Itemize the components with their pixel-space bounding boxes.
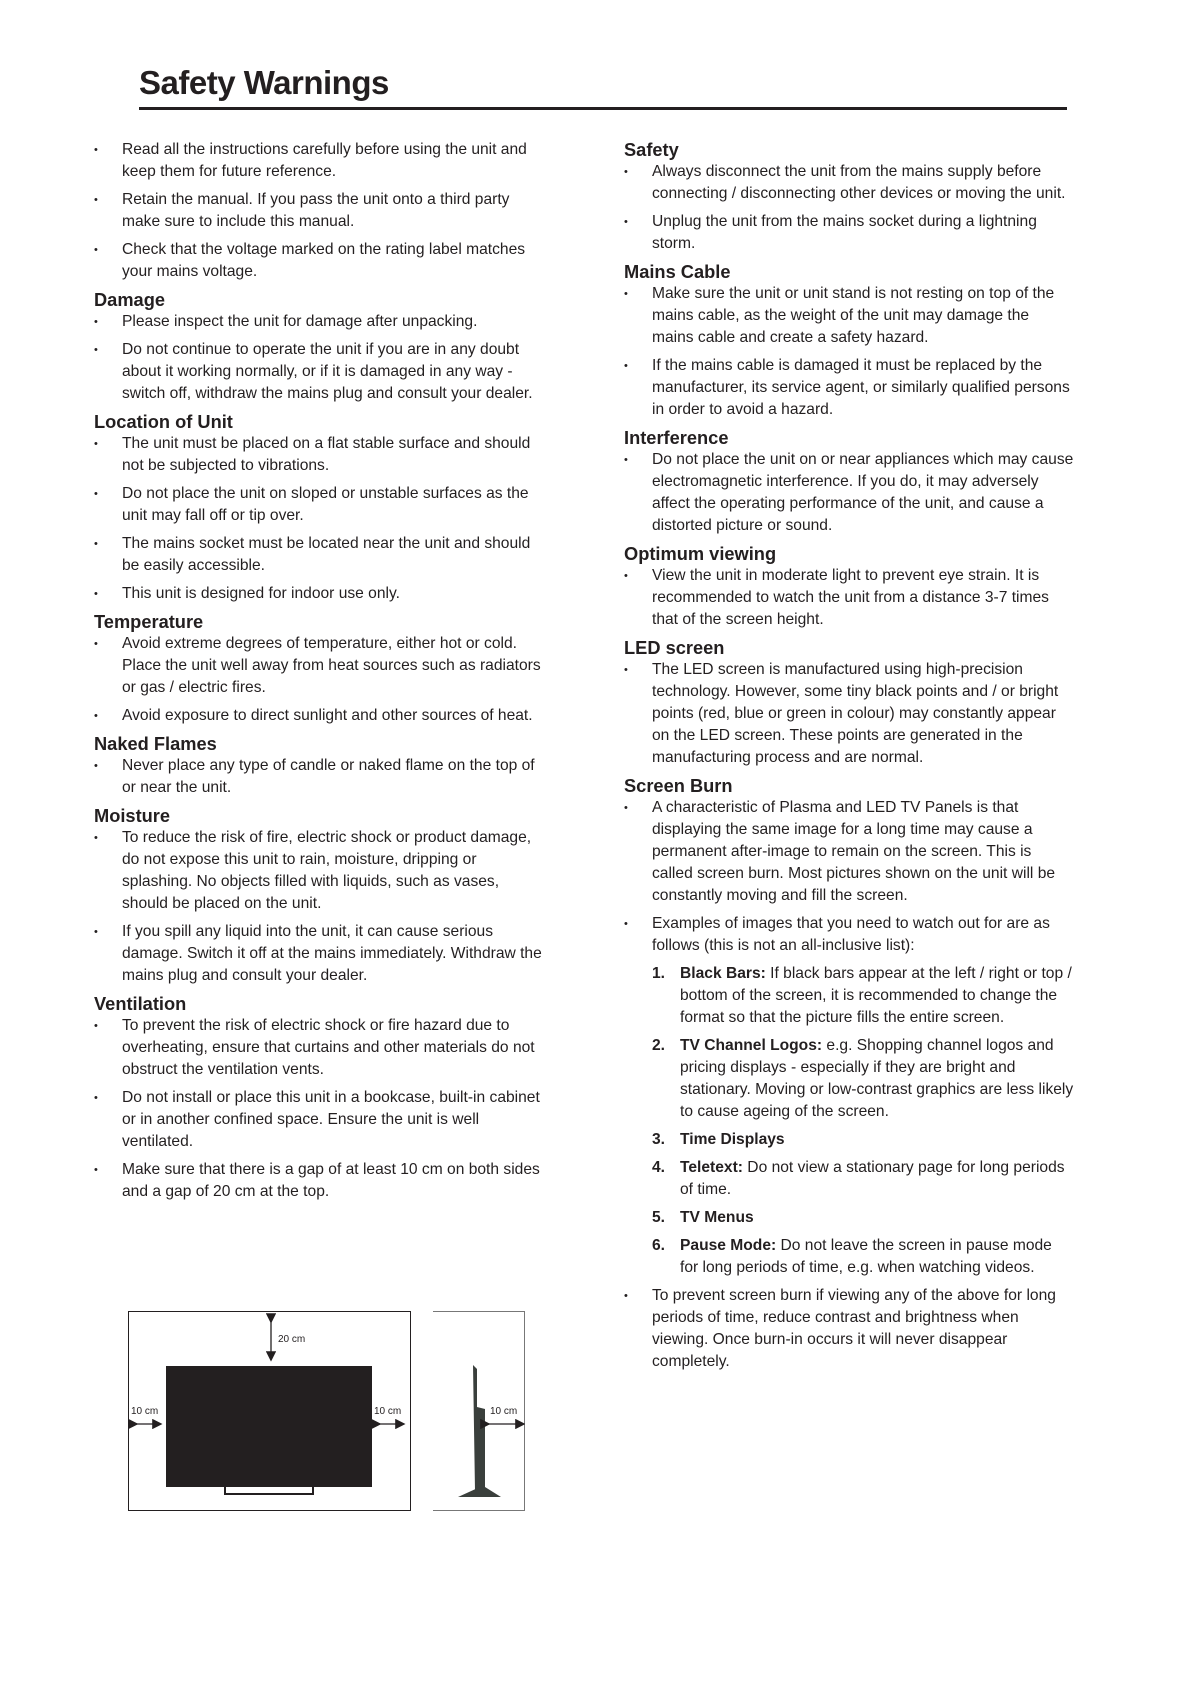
list-item: • To prevent the risk of electric shock or fire hazard due to overheating, ensure that curtains and other materials do not obstruct the ventilation vents. — [94, 1015, 544, 1081]
section-mains-cable — [624, 261, 1074, 421]
example-label: TV Menus — [680, 1209, 754, 1226]
list-item: • Make sure that there is a gap of at least 10 cm on both sides and a gap of 20 cm at the top. — [94, 1159, 544, 1203]
list-item: • The unit must be placed on a flat stable surface and should not be subjected to vibrations. — [94, 433, 544, 477]
example-text: If black bars appear at the left / right or top / bottom of the screen, it is recommended to change the format so that the picture fills the entire screen. — [680, 965, 1072, 1026]
right-gap-label: 10 cm — [374, 1406, 402, 1417]
section-heading: Ventilation — [94, 993, 187, 1014]
list-item-text: Examples of images that you need to watch out for are as follows (this is not an all-inclusive list): — [652, 915, 1050, 954]
example-number: 5. — [652, 1209, 666, 1226]
list-item: • Always disconnect the unit from the mains supply before connecting / disconnecting other devices or moving the unit. — [624, 161, 1074, 205]
left-gap-label: 10 cm — [131, 1406, 159, 1417]
example-label: TV Channel Logos: — [680, 1037, 823, 1054]
page-title: Safety Warnings — [139, 64, 389, 101]
section-ventilation — [94, 993, 544, 1203]
section-naked-flames — [94, 733, 544, 799]
section-heading: Interference — [624, 427, 729, 448]
top-gap-label: 20 cm — [278, 1334, 306, 1345]
section-heading: Screen Burn — [624, 775, 733, 796]
list-item: • To prevent screen burn if viewing any of the above for long periods of time, reduce contrast and brightness when viewing. Once burn-in occurs it will never disappear completely. — [624, 1285, 1074, 1373]
list-item: • Do not continue to operate the unit if you are in any doubt about it working normally, or if it is damaged in any way - switch off, withdraw the mains plug and consult your dealer. — [94, 339, 544, 405]
list-item: • This unit is designed for indoor use only. — [94, 583, 544, 605]
list-item: • Do not place the unit on sloped or unstable surfaces as the unit may fall off or tip over. — [94, 483, 544, 527]
example-number: 2. — [652, 1037, 666, 1054]
list-item: • Retain the manual. If you pass the unit onto a third party make sure to include this manual. — [94, 189, 544, 233]
list-item: • Avoid extreme degrees of temperature, either hot or cold. Place the unit well away from heat sources such as radiators or gas / electric fires. — [94, 633, 544, 699]
section-location-of-unit — [94, 411, 544, 605]
list-item: • Unplug the unit from the mains socket during a lightning storm. — [624, 211, 1074, 255]
list-item: • Never place any type of candle or naked flame on the top of or near the unit. — [94, 755, 544, 799]
list-item: • Do not place the unit on or near appliances which may cause electromagnetic interference. If you do, it may adversely affect the operating performance of the unit, and cause a distorted picture or sound. — [624, 449, 1074, 537]
example-label: Teletext: — [680, 1159, 743, 1176]
example-item — [652, 1157, 1074, 1201]
list-item: • To reduce the risk of fire, electric shock or product damage, do not expose this unit to rain, moisture, dripping or splashing. No objects filled with liquids, such as vases, should be placed on the unit. — [94, 827, 544, 915]
list-item: • The LED screen is manufactured using high-precision technology. However, some tiny black points and / or bright points (red, blue or green in colour) may constantly appear on the LED screen. These points are generated in the manufacturing process and are normal. — [624, 659, 1074, 769]
section-optimum-viewing — [624, 543, 1074, 631]
tv-stand-illustration — [224, 1487, 314, 1495]
section-heading: Optimum viewing — [624, 543, 777, 564]
list-item: • Read all the instructions carefully before using the unit and keep them for future reference. — [94, 139, 544, 183]
example-item — [652, 1035, 1074, 1123]
example-label: Pause Mode: — [680, 1237, 777, 1254]
left-column — [94, 139, 544, 1209]
title-underline — [139, 107, 1067, 110]
section-led-screen — [624, 637, 1074, 769]
section-screen-burn — [624, 775, 1074, 1373]
list-item: • If you spill any liquid into the unit, it can cause serious damage. Switch it off at the mains immediately. Withdraw the mains plug and consult your dealer. — [94, 921, 544, 987]
section-heading: Safety — [624, 139, 679, 160]
list-item: • View the unit in moderate light to prevent eye strain. It is recommended to watch the unit from a distance 3-7 times that of the screen height. — [624, 565, 1074, 631]
section-temperature — [94, 611, 544, 727]
intro-list — [94, 139, 544, 283]
list-item: • Check that the voltage marked on the rating label matches your mains voltage. — [94, 239, 544, 283]
example-label: Time Displays — [680, 1131, 785, 1148]
right-column — [624, 139, 1074, 1379]
list-item: • Make sure the unit or unit stand is not resting on top of the mains cable, as the weight of the unit may damage the mains cable and create a safety hazard. — [624, 283, 1074, 349]
list-item: • Please inspect the unit for damage after unpacking. — [94, 311, 544, 333]
section-heading: Location of Unit — [94, 411, 233, 432]
list-item: • Do not install or place this unit in a bookcase, built-in cabinet or in another confined space. Ensure the unit is well ventilated. — [94, 1087, 544, 1153]
example-number: 6. — [652, 1237, 666, 1254]
clearance-diagram-front — [128, 1311, 411, 1511]
section-damage — [94, 289, 544, 405]
section-heading: Damage — [94, 289, 166, 310]
example-item — [652, 1129, 1074, 1151]
clearance-diagram-side — [433, 1311, 525, 1511]
list-item: • If the mains cable is damaged it must be replaced by the manufacturer, its service agent, or similarly qualified persons in order to avoid a hazard. — [624, 355, 1074, 421]
tv-front-illustration — [166, 1366, 372, 1487]
example-item — [652, 1207, 1074, 1229]
list-item: • The mains socket must be located near the unit and should be easily accessible. — [94, 533, 544, 577]
example-text: Do not leave the screen in pause mode for long periods of time, e.g. when watching videos. — [680, 1237, 1052, 1276]
section-heading: Temperature — [94, 611, 204, 632]
section-heading: Mains Cable — [624, 261, 731, 282]
example-label: Black Bars: — [680, 965, 766, 982]
example-item — [652, 1235, 1074, 1279]
section-interference — [624, 427, 1074, 537]
example-item — [652, 963, 1074, 1029]
rear-gap-label: 10 cm — [490, 1406, 518, 1417]
section-moisture — [94, 805, 544, 987]
example-number: 1. — [652, 965, 666, 982]
list-item: • A characteristic of Plasma and LED TV Panels is that displaying the same image for a long time may cause a permanent after-image to remain on the screen. This is called screen burn. Most pictures shown on the unit will be constantly moving and fill the screen. — [624, 797, 1074, 907]
screen-burn-examples — [652, 963, 1074, 1279]
example-text: Do not view a stationary page for long periods of time. — [680, 1159, 1065, 1198]
section-heading: Naked Flames — [94, 733, 217, 754]
section-heading: LED screen — [624, 637, 725, 658]
list-item — [624, 913, 1074, 1279]
example-text: e.g. Shopping channel logos and pricing displays - especially if they are bright and stationary. Moving or low-contrast graphics are less likely to cause ageing of the screen. — [680, 1037, 1074, 1120]
section-safety — [624, 139, 1074, 255]
section-heading: Moisture — [94, 805, 171, 826]
example-number: 4. — [652, 1159, 666, 1176]
example-number: 3. — [652, 1131, 666, 1148]
list-item: • Avoid exposure to direct sunlight and other sources of heat. — [94, 705, 544, 727]
